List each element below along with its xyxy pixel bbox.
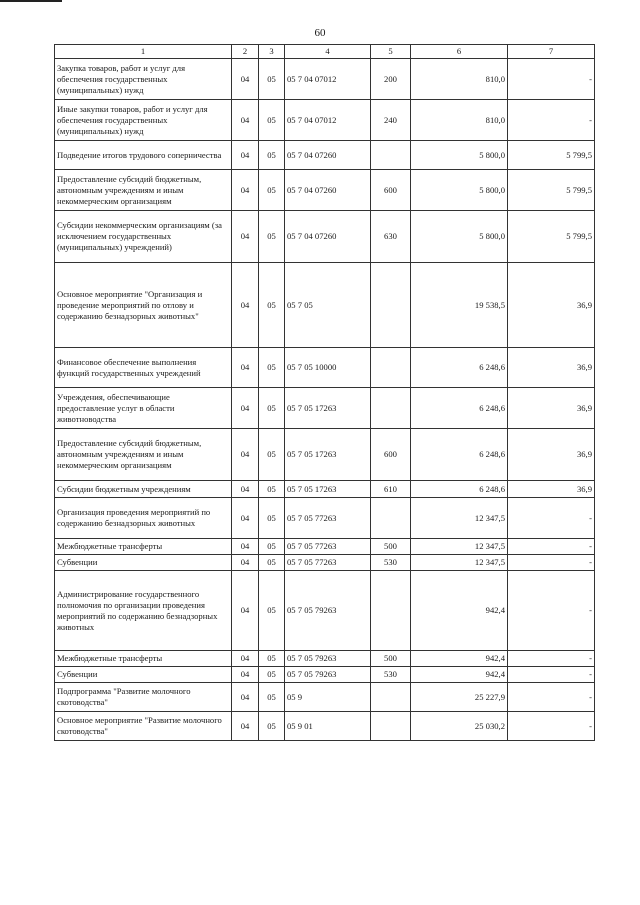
target-article-cell: 05 7 05 79263 xyxy=(285,571,371,651)
target-article-cell: 05 7 05 79263 xyxy=(285,667,371,683)
amount-plan-cell: 12 347,5 xyxy=(411,539,508,555)
section-code-cell: 04 xyxy=(232,651,259,667)
section-code-cell: 04 xyxy=(232,141,259,170)
section-code-cell: 04 xyxy=(232,683,259,712)
subsection-code-cell: 05 xyxy=(259,263,285,348)
target-article-cell: 05 7 04 07260 xyxy=(285,211,371,263)
table-row xyxy=(55,498,595,539)
table-row xyxy=(55,555,595,571)
column-header: 2 xyxy=(232,45,259,59)
expense-type-cell: 630 xyxy=(371,211,411,263)
target-article-cell: 05 7 05 79263 xyxy=(285,651,371,667)
expense-type-cell xyxy=(371,571,411,651)
amount-actual-cell: - xyxy=(508,539,595,555)
section-code-cell: 04 xyxy=(232,170,259,211)
table-row xyxy=(55,170,595,211)
expense-type-cell xyxy=(371,141,411,170)
amount-plan-cell: 6 248,6 xyxy=(411,348,508,388)
row-name-cell: Учреждения, обеспечивающие предоставление услуг в области животноводства xyxy=(55,388,232,429)
target-article-cell: 05 7 05 17263 xyxy=(285,481,371,498)
amount-actual-cell: - xyxy=(508,667,595,683)
amount-actual-cell: - xyxy=(508,100,595,141)
subsection-code-cell: 05 xyxy=(259,481,285,498)
table-row xyxy=(55,481,595,498)
amount-plan-cell: 942,4 xyxy=(411,651,508,667)
subsection-code-cell: 05 xyxy=(259,388,285,429)
table-row xyxy=(55,348,595,388)
table-header-row xyxy=(55,45,595,59)
section-code-cell: 04 xyxy=(232,481,259,498)
amount-plan-cell: 942,4 xyxy=(411,571,508,651)
subsection-code-cell: 05 xyxy=(259,498,285,539)
target-article-cell: 05 7 05 17263 xyxy=(285,388,371,429)
amount-plan-cell: 25 227,9 xyxy=(411,683,508,712)
section-code-cell: 04 xyxy=(232,263,259,348)
row-name-cell: Основное мероприятие "Организация и проведение мероприятий по отлову и содержанию безнадзорных животных" xyxy=(55,263,232,348)
expense-type-cell: 600 xyxy=(371,429,411,481)
section-code-cell: 04 xyxy=(232,429,259,481)
target-article-cell: 05 7 05 17263 xyxy=(285,429,371,481)
amount-plan-cell: 5 800,0 xyxy=(411,170,508,211)
amount-plan-cell: 5 800,0 xyxy=(411,211,508,263)
table-row xyxy=(55,712,595,741)
target-article-cell: 05 7 05 77263 xyxy=(285,498,371,539)
amount-actual-cell: 36,9 xyxy=(508,263,595,348)
amount-actual-cell: 5 799,5 xyxy=(508,170,595,211)
amount-plan-cell: 6 248,6 xyxy=(411,388,508,429)
expense-type-cell: 610 xyxy=(371,481,411,498)
row-name-cell: Предоставление субсидий бюджетным, автономным учреждениям и иным некоммерческим организациям xyxy=(55,429,232,481)
amount-actual-cell: - xyxy=(508,571,595,651)
amount-actual-cell: - xyxy=(508,59,595,100)
row-name-cell: Подведение итогов трудового соперничества xyxy=(55,141,232,170)
expense-type-cell: 530 xyxy=(371,667,411,683)
subsection-code-cell: 05 xyxy=(259,348,285,388)
column-header: 5 xyxy=(371,45,411,59)
expense-type-cell: 500 xyxy=(371,539,411,555)
target-article-cell: 05 9 xyxy=(285,683,371,712)
amount-plan-cell: 6 248,6 xyxy=(411,481,508,498)
target-article-cell: 05 7 04 07012 xyxy=(285,100,371,141)
row-name-cell: Иные закупки товаров, работ и услуг для обеспечения государственных (муниципальных) нужд xyxy=(55,100,232,141)
expense-type-cell xyxy=(371,348,411,388)
amount-plan-cell: 6 248,6 xyxy=(411,429,508,481)
section-code-cell: 04 xyxy=(232,211,259,263)
row-name-cell: Предоставление субсидий бюджетным, автономным учреждениям и иным некоммерческим организациям xyxy=(55,170,232,211)
expense-type-cell: 600 xyxy=(371,170,411,211)
table-row xyxy=(55,263,595,348)
amount-plan-cell: 12 347,5 xyxy=(411,498,508,539)
subsection-code-cell: 05 xyxy=(259,141,285,170)
subsection-code-cell: 05 xyxy=(259,211,285,263)
target-article-cell: 05 9 01 xyxy=(285,712,371,741)
amount-plan-cell: 942,4 xyxy=(411,667,508,683)
row-name-cell: Субсидии бюджетным учреждениям xyxy=(55,481,232,498)
subsection-code-cell: 05 xyxy=(259,571,285,651)
target-article-cell: 05 7 05 77263 xyxy=(285,539,371,555)
section-code-cell: 04 xyxy=(232,498,259,539)
amount-plan-cell: 19 538,5 xyxy=(411,263,508,348)
amount-plan-cell: 810,0 xyxy=(411,100,508,141)
table-row xyxy=(55,651,595,667)
budget-table xyxy=(54,44,595,741)
section-code-cell: 04 xyxy=(232,388,259,429)
subsection-code-cell: 05 xyxy=(259,712,285,741)
section-code-cell: 04 xyxy=(232,539,259,555)
amount-actual-cell: 36,9 xyxy=(508,481,595,498)
subsection-code-cell: 05 xyxy=(259,539,285,555)
amount-actual-cell: 36,9 xyxy=(508,388,595,429)
subsection-code-cell: 05 xyxy=(259,651,285,667)
subsection-code-cell: 05 xyxy=(259,59,285,100)
row-name-cell: Администрирование государственного полномочия по организации проведения мероприятий по содержанию безнадзорных животных xyxy=(55,571,232,651)
section-code-cell: 04 xyxy=(232,712,259,741)
amount-actual-cell: - xyxy=(508,712,595,741)
table-row xyxy=(55,667,595,683)
expense-type-cell: 530 xyxy=(371,555,411,571)
row-name-cell: Организация проведения мероприятий по содержанию безнадзорных животных xyxy=(55,498,232,539)
expense-type-cell xyxy=(371,388,411,429)
table-row xyxy=(55,59,595,100)
table-row xyxy=(55,100,595,141)
subsection-code-cell: 05 xyxy=(259,170,285,211)
section-code-cell: 04 xyxy=(232,100,259,141)
expense-type-cell xyxy=(371,712,411,741)
row-name-cell: Подпрограмма "Развитие молочного скотоводства" xyxy=(55,683,232,712)
target-article-cell: 05 7 05 77263 xyxy=(285,555,371,571)
expense-type-cell: 500 xyxy=(371,651,411,667)
row-name-cell: Субвенции xyxy=(55,555,232,571)
table-row xyxy=(55,141,595,170)
amount-plan-cell: 810,0 xyxy=(411,59,508,100)
amount-actual-cell: 36,9 xyxy=(508,429,595,481)
subsection-code-cell: 05 xyxy=(259,683,285,712)
table-row xyxy=(55,211,595,263)
column-header: 6 xyxy=(411,45,508,59)
subsection-code-cell: 05 xyxy=(259,555,285,571)
section-code-cell: 04 xyxy=(232,348,259,388)
section-code-cell: 04 xyxy=(232,555,259,571)
table-row xyxy=(55,388,595,429)
row-name-cell: Межбюджетные трансферты xyxy=(55,651,232,667)
expense-type-cell xyxy=(371,683,411,712)
corner-mark xyxy=(0,0,62,2)
row-name-cell: Межбюджетные трансферты xyxy=(55,539,232,555)
amount-actual-cell: - xyxy=(508,498,595,539)
amount-actual-cell: - xyxy=(508,651,595,667)
row-name-cell: Основное мероприятие "Развитие молочного скотоводства" xyxy=(55,712,232,741)
subsection-code-cell: 05 xyxy=(259,100,285,141)
amount-actual-cell: 36,9 xyxy=(508,348,595,388)
table-body xyxy=(55,59,595,741)
column-header: 3 xyxy=(259,45,285,59)
expense-type-cell: 240 xyxy=(371,100,411,141)
row-name-cell: Закупка товаров, работ и услуг для обеспечения государственных (муниципальных) нужд xyxy=(55,59,232,100)
amount-actual-cell: - xyxy=(508,683,595,712)
column-header: 7 xyxy=(508,45,595,59)
column-header: 1 xyxy=(55,45,232,59)
section-code-cell: 04 xyxy=(232,59,259,100)
target-article-cell: 05 7 04 07012 xyxy=(285,59,371,100)
amount-actual-cell: 5 799,5 xyxy=(508,141,595,170)
row-name-cell: Субсидии некоммерческим организациям (за исключением государственных (муниципальных) учреждений) xyxy=(55,211,232,263)
page-number: 60 xyxy=(314,27,326,39)
section-code-cell: 04 xyxy=(232,667,259,683)
expense-type-cell xyxy=(371,263,411,348)
column-header: 4 xyxy=(285,45,371,59)
table-row xyxy=(55,539,595,555)
target-article-cell: 05 7 05 10000 xyxy=(285,348,371,388)
target-article-cell: 05 7 04 07260 xyxy=(285,141,371,170)
target-article-cell: 05 7 04 07260 xyxy=(285,170,371,211)
table-row xyxy=(55,429,595,481)
table-row xyxy=(55,571,595,651)
section-code-cell: 04 xyxy=(232,571,259,651)
expense-type-cell xyxy=(371,498,411,539)
amount-plan-cell: 5 800,0 xyxy=(411,141,508,170)
amount-actual-cell: - xyxy=(508,555,595,571)
row-name-cell: Субвенции xyxy=(55,667,232,683)
target-article-cell: 05 7 05 xyxy=(285,263,371,348)
amount-plan-cell: 25 030,2 xyxy=(411,712,508,741)
row-name-cell: Финансовое обеспечение выполнения функций государственных учреждений xyxy=(55,348,232,388)
subsection-code-cell: 05 xyxy=(259,429,285,481)
amount-actual-cell: 5 799,5 xyxy=(508,211,595,263)
subsection-code-cell: 05 xyxy=(259,667,285,683)
expense-type-cell: 200 xyxy=(371,59,411,100)
amount-plan-cell: 12 347,5 xyxy=(411,555,508,571)
table-row xyxy=(55,683,595,712)
